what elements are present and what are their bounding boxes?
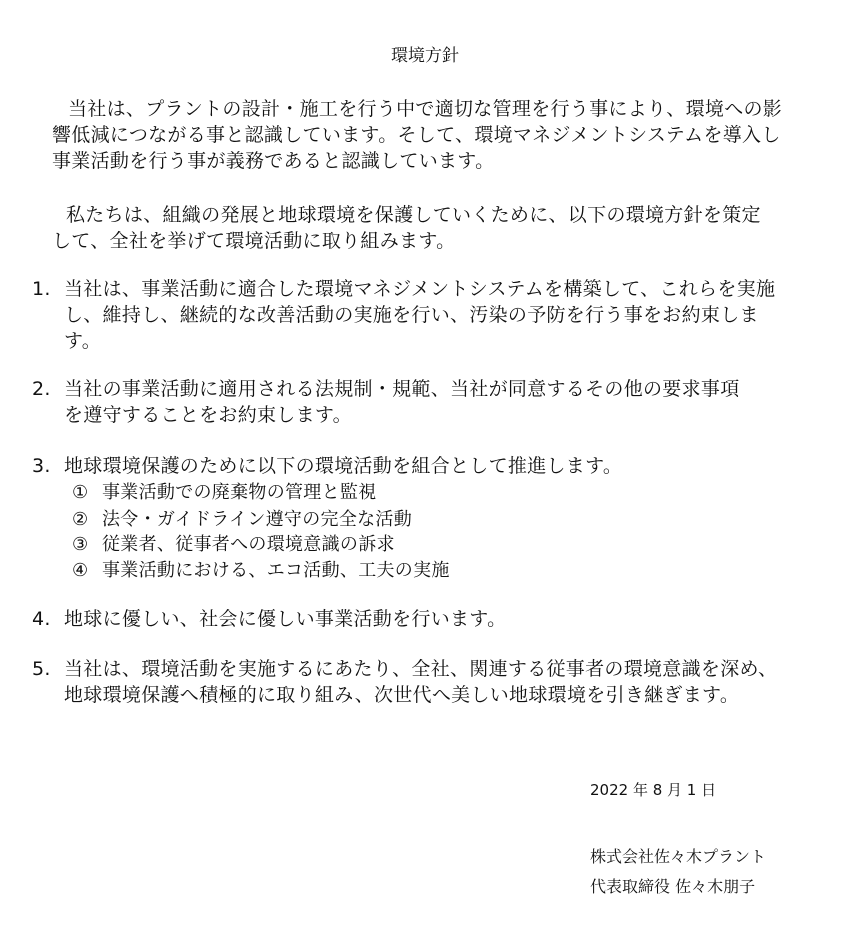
subitem [72, 507, 412, 532]
subitem-mark: ① [72, 482, 89, 503]
intro-line: 当社は、プラントの設計・施工を行う中で適切な管理を行う事により、環境への影 [68, 98, 783, 120]
item-body [64, 453, 622, 479]
representative-signature: 代表取締役 佐々木朋子 [590, 877, 756, 896]
item-line: し、維持し、継続的な改善活動の実施を行い、汚染の予防を行う事をお約束しま [64, 304, 759, 326]
subitem [72, 480, 377, 505]
item-line: 地球環境保護へ積極的に取り組み、次世代へ美しい地球環境を引き継ぎます。 [64, 684, 740, 706]
commitment-paragraph [52, 202, 761, 254]
item-line: 地球に優しい、社会に優しい事業活動を行います。 [64, 608, 507, 630]
item-number: 5. [32, 658, 51, 680]
item-body [64, 376, 740, 428]
company-name: 株式会社佐々木プラント [590, 847, 767, 866]
subitem-mark: ③ [72, 534, 89, 555]
subitem [72, 558, 450, 583]
item-line: 当社は、事業活動に適合した環境マネジメントシステムを構築して、これらを実施 [64, 278, 776, 300]
item-number: 1. [32, 278, 51, 300]
subitem-mark: ② [72, 509, 89, 530]
intro-line: 事業活動を行う事が義務であると認識しています。 [52, 150, 495, 172]
subitem-text: 従業者、従事者への環境意識の訴求 [102, 534, 395, 555]
subitem-text: 事業活動での廃棄物の管理と監視 [102, 482, 377, 503]
item-line: 地球環境保護のために以下の環境活動を組合として推進します。 [64, 455, 623, 477]
document-title: 環境方針 [391, 46, 459, 66]
item-line: す。 [64, 330, 102, 352]
intro-paragraph [52, 96, 782, 174]
item-number: 3. [32, 455, 51, 477]
item-line: を遵守することをお約束します。 [64, 404, 352, 426]
item-line: 当社は、環境活動を実施するにあたり、全社、関連する従事者の環境意識を深め、 [64, 658, 778, 680]
item-number: 2. [32, 378, 51, 400]
subitem-mark: ④ [72, 560, 89, 581]
item-body [64, 276, 775, 354]
item-body [64, 606, 506, 632]
issue-date: 2022 年 8 月 1 日 [590, 781, 717, 799]
subitem [72, 532, 395, 557]
item-body [64, 656, 777, 708]
commitment-line: して、全社を挙げて環境活動に取り組みます。 [52, 230, 456, 252]
item-line: 当社の事業活動に適用される法規制・規範、当社が同意するその他の要求事項 [64, 378, 740, 400]
item-number: 4. [32, 608, 51, 630]
subitem-text: 法令・ガイドライン遵守の完全な活動 [102, 509, 413, 530]
intro-line: 響低減につながる事と認識しています。そして、環境マネジメントシステムを導入し [52, 124, 781, 146]
commitment-line: 私たちは、組織の発展と地球環境を保護していくために、以下の環境方針を策定 [66, 204, 761, 226]
subitem-text: 事業活動における、エコ活動、工夫の実施 [102, 560, 450, 581]
